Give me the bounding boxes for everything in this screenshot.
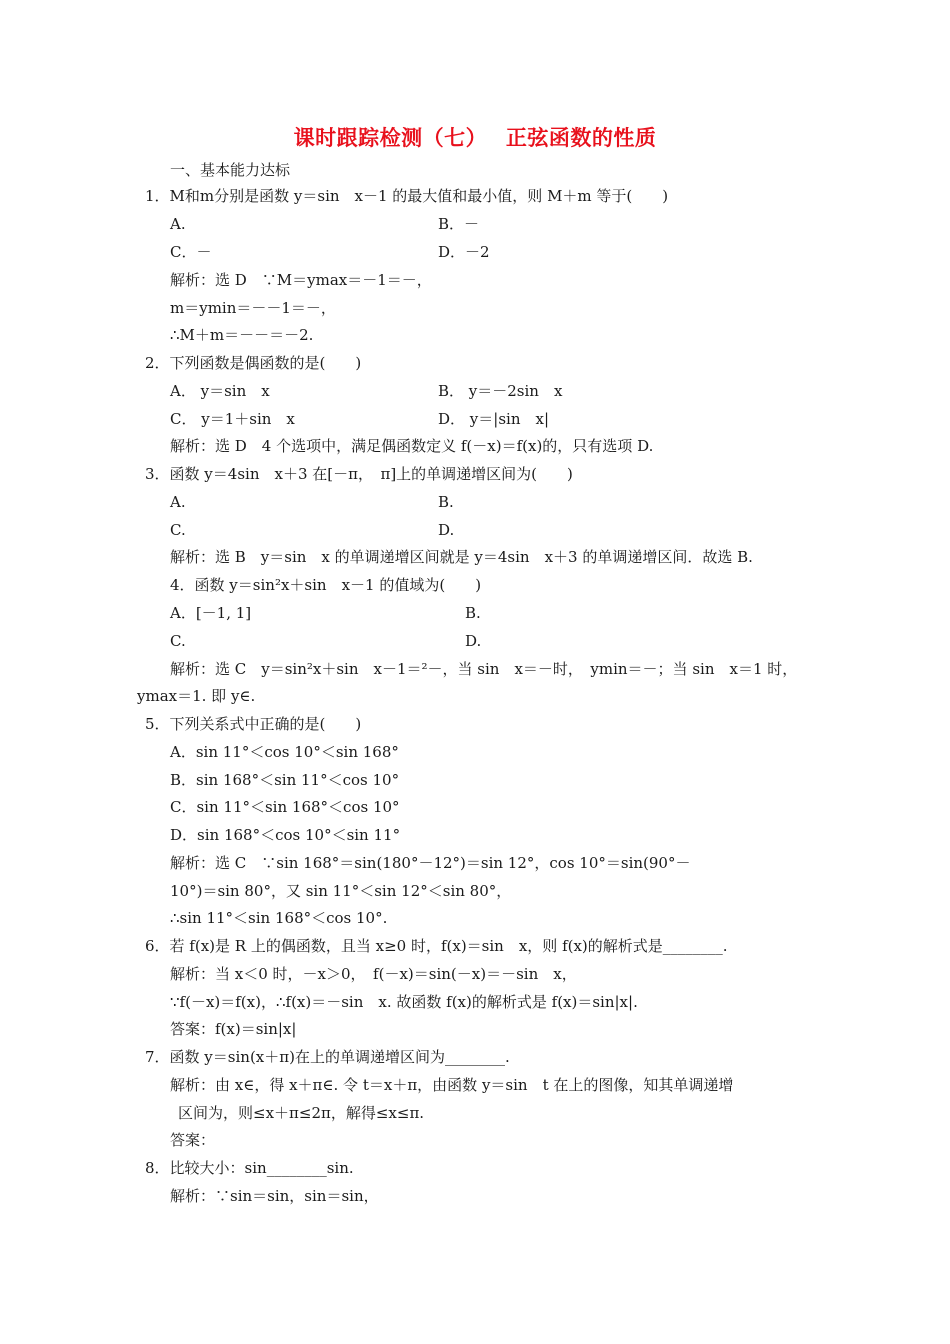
question-2-option-a: A． y＝sin x	[170, 382, 270, 400]
question-2-option-b: B． y＝－2sin x	[438, 382, 563, 400]
question-3-option-d: D.	[438, 521, 455, 539]
question-4-option-d: D.	[465, 632, 482, 650]
question-7-solution-2: 区间为，则≤x＋π≤2π，解得≤x≤π.	[178, 1104, 425, 1122]
question-5-option-c: C．sin 11°＜sin 168°＜cos 10°	[170, 798, 400, 816]
question-3-solution-1: 解析：选 B y＝sin x 的单调递增区间就是 y＝4sin x＋3 的单调递增区间．故选 B.	[170, 548, 753, 566]
question-8-solution-1: 解析：∵sin＝sin，sin＝sin，	[170, 1187, 379, 1205]
question-6-solution-1: 解析：当 x＜0 时，－x＞0， f(－x)＝sin(－x)＝－sin x，	[170, 965, 577, 983]
question-6-answer: 答案：f(x)＝sin|x|	[170, 1020, 297, 1038]
question-5-solution-1: 解析：选 C ∵sin 168°＝sin(180°－12°)＝sin 12°，cos 10°＝sin(90°－	[170, 854, 691, 872]
question-1-option-c: C．－	[170, 243, 212, 261]
question-6-solution-2: ∵f(－x)＝f(x)，∴f(x)＝－sin x. 故函数 f(x)的解析式是 f(x)＝sin|x|.	[170, 993, 638, 1011]
question-4-stem: 4．函数 y＝sin²x＋sin x－1 的值域为( )	[170, 576, 482, 594]
question-2-stem: 2．下列函数是偶函数的是( )	[145, 354, 362, 372]
question-4-option-c: C.	[170, 632, 186, 650]
question-7-solution-1: 解析：由 x∈，得 x＋π∈. 令 t＝x＋π，由函数 y＝sin t 在上的图像，知其单调递增	[170, 1076, 734, 1094]
question-1-option-b: B．－	[438, 215, 480, 233]
question-8-stem: 8．比较大小：sin________sin.	[145, 1159, 354, 1177]
question-4-solution-2: ymax＝1. 即 y∈.	[137, 687, 256, 705]
question-5-solution-3: ∴sin 11°＜sin 168°＜cos 10°.	[170, 909, 388, 927]
question-5-option-b: B．sin 168°＜sin 11°＜cos 10°	[170, 771, 400, 789]
question-1-option-d: D．－2	[438, 243, 490, 261]
question-4-option-b: B.	[465, 604, 481, 622]
question-5-stem: 5．下列关系式中正确的是( )	[145, 715, 362, 733]
question-2-option-d: D． y＝|sin x|	[438, 410, 549, 428]
question-5-option-d: D．sin 168°＜cos 10°＜sin 11°	[170, 826, 401, 844]
question-5-option-a: A．sin 11°＜cos 10°＜sin 168°	[170, 743, 399, 761]
section-heading: 一、基本能力达标	[170, 161, 291, 179]
question-3-option-c: C.	[170, 521, 186, 539]
question-1-solution-2: m＝ymin＝－－1＝－，	[170, 299, 336, 317]
question-3-option-a: A.	[170, 493, 186, 511]
question-2-option-c: C． y＝1＋sin x	[170, 410, 295, 428]
question-4-option-a: A．[－1, 1]	[170, 604, 252, 622]
question-1-option-a: A.	[170, 215, 186, 233]
question-7-answer: 答案：	[170, 1131, 216, 1149]
question-4-solution-1: 解析：选 C y＝sin²x＋sin x－1＝²－，当 sin x＝－时， ymin＝－；当 sin x＝1 时，	[170, 660, 798, 678]
question-3-option-b: B.	[438, 493, 454, 511]
question-6-stem: 6．若 f(x)是 R 上的偶函数，且当 x≥0 时，f(x)＝sin x，则 f(x)的解析式是________.	[145, 937, 728, 955]
question-1-solution-1: 解析：选 D ∵M＝ymax＝－1＝－，	[170, 271, 432, 289]
question-1-stem: 1．M和m分别是函数 y＝sin x－1 的最大值和最小值，则 M＋m 等于( )	[145, 187, 669, 205]
question-2-solution-1: 解析：选 D 4 个选项中，满足偶函数定义 f(－x)＝f(x)的，只有选项 D.	[170, 437, 654, 455]
question-1-solution-3: ∴M＋m＝－－＝－2.	[170, 326, 314, 344]
page-title: 课时跟踪检测（七） 正弦函数的性质	[293, 126, 657, 150]
question-5-solution-2: 10°)＝sin 80°，又 sin 11°＜sin 12°＜sin 80°，	[170, 882, 512, 900]
question-3-stem: 3．函数 y＝4sin x＋3 在[－π， π]上的单调递增区间为( )	[145, 465, 573, 483]
question-7-stem: 7．函数 y＝sin(x＋π)在上的单调递增区间为________.	[145, 1048, 510, 1066]
